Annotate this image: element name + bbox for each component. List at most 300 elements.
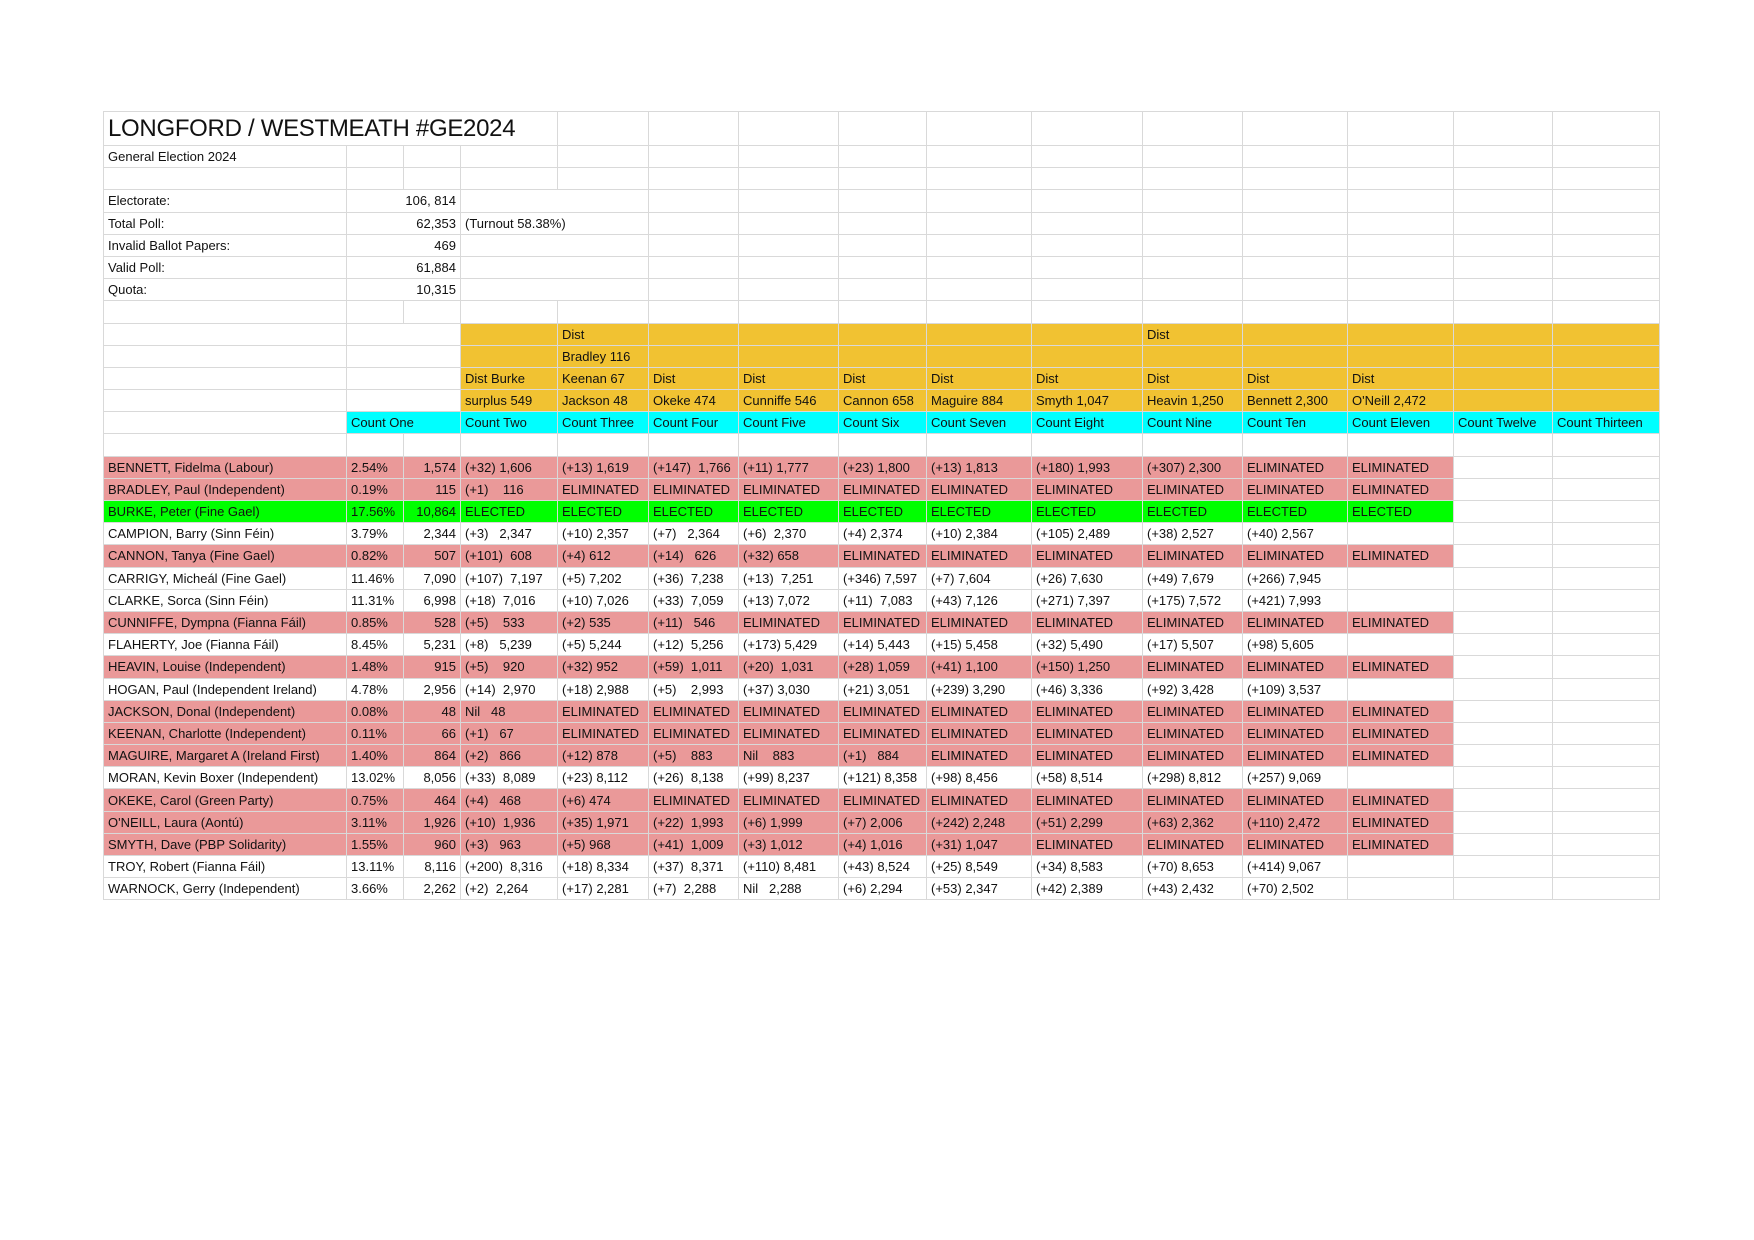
empty-cell[interactable]	[1454, 112, 1553, 146]
count-value[interactable]: ELIMINATED	[1032, 545, 1143, 567]
count-value[interactable]	[1454, 589, 1553, 611]
empty-cell[interactable]	[1553, 212, 1660, 234]
empty-cell[interactable]	[927, 212, 1032, 234]
transfer-header-cell[interactable]	[839, 345, 927, 367]
first-pref-pct[interactable]: 0.11%	[347, 722, 404, 744]
transfer-header-cell[interactable]: Heavin 1,250	[1143, 390, 1243, 412]
count-value[interactable]: (+41) 1,100	[927, 656, 1032, 678]
empty-cell[interactable]	[1032, 112, 1143, 146]
count-value[interactable]: ELIMINATED	[1348, 745, 1454, 767]
transfer-header-cell[interactable]	[1243, 323, 1348, 345]
first-pref-pct[interactable]: 0.75%	[347, 789, 404, 811]
count-value[interactable]: ELIMINATED	[1243, 700, 1348, 722]
empty-cell[interactable]	[1032, 279, 1143, 301]
count-value[interactable]: ELIMINATED	[1143, 722, 1243, 744]
count-value[interactable]	[1553, 523, 1660, 545]
count-value[interactable]	[1553, 789, 1660, 811]
count-value[interactable]	[1454, 456, 1553, 478]
count-value[interactable]: (+43) 7,126	[927, 589, 1032, 611]
count-value[interactable]: (+110) 8,481	[739, 856, 839, 878]
count-value[interactable]: ELIMINATED	[1348, 545, 1454, 567]
transfer-header-cell[interactable]	[739, 323, 839, 345]
count-value[interactable]: ELIMINATED	[1243, 745, 1348, 767]
count-value[interactable]	[1553, 856, 1660, 878]
first-pref-votes[interactable]: 7,090	[404, 567, 461, 589]
first-pref-pct[interactable]: 0.19%	[347, 478, 404, 500]
count-value[interactable]: ELIMINATED	[558, 700, 649, 722]
count-value[interactable]	[1553, 656, 1660, 678]
count-value[interactable]: ELIMINATED	[1243, 611, 1348, 633]
empty-cell[interactable]	[104, 390, 347, 412]
count-value[interactable]: (+33) 7,059	[649, 589, 739, 611]
count-value[interactable]: ELIMINATED	[739, 478, 839, 500]
count-value[interactable]	[1348, 523, 1454, 545]
count-value[interactable]: ELIMINATED	[839, 722, 927, 744]
count-value[interactable]: (+4) 2,374	[839, 523, 927, 545]
count-value[interactable]: ELIMINATED	[1032, 789, 1143, 811]
candidate-name[interactable]: BURKE, Peter (Fine Gael)	[104, 501, 347, 523]
count-value[interactable]	[1348, 589, 1454, 611]
candidate-name[interactable]: MAGUIRE, Margaret A (Ireland First)	[104, 745, 347, 767]
count-value[interactable]: ELIMINATED	[1143, 789, 1243, 811]
count-value[interactable]	[1553, 811, 1660, 833]
count-value[interactable]: (+37) 8,371	[649, 856, 739, 878]
count-value[interactable]	[1553, 745, 1660, 767]
empty-cell[interactable]	[1553, 168, 1660, 190]
empty-cell[interactable]	[461, 168, 558, 190]
transfer-header-cell[interactable]	[1243, 345, 1348, 367]
candidate-name[interactable]: TROY, Robert (Fianna Fáil)	[104, 856, 347, 878]
stat-note[interactable]	[461, 256, 649, 278]
first-pref-pct[interactable]: 1.55%	[347, 833, 404, 855]
count-value[interactable]: ELECTED	[739, 501, 839, 523]
empty-cell[interactable]	[739, 234, 839, 256]
first-pref-pct[interactable]: 2.54%	[347, 456, 404, 478]
count-value[interactable]: ELIMINATED	[927, 700, 1032, 722]
transfer-header-cell[interactable]: Cunniffe 546	[739, 390, 839, 412]
count-value[interactable]: ELIMINATED	[558, 478, 649, 500]
first-pref-pct[interactable]: 4.78%	[347, 678, 404, 700]
count-value[interactable]: (+101) 608	[461, 545, 558, 567]
empty-cell[interactable]	[1454, 212, 1553, 234]
candidate-name[interactable]: HOGAN, Paul (Independent Ireland)	[104, 678, 347, 700]
count-value[interactable]: (+17) 5,507	[1143, 634, 1243, 656]
count-value[interactable]: (+298) 8,812	[1143, 767, 1243, 789]
count-value[interactable]: (+46) 3,336	[1032, 678, 1143, 700]
count-value[interactable]	[1553, 589, 1660, 611]
empty-cell[interactable]	[558, 146, 649, 168]
count-value[interactable]	[1454, 501, 1553, 523]
count-value[interactable]: ELIMINATED	[1243, 656, 1348, 678]
count-value[interactable]: (+1) 884	[839, 745, 927, 767]
count-value[interactable]	[1553, 833, 1660, 855]
count-value[interactable]: (+70) 2,502	[1243, 878, 1348, 900]
empty-cell[interactable]	[1143, 301, 1243, 323]
first-pref-pct[interactable]: 0.82%	[347, 545, 404, 567]
candidate-name[interactable]: CANNON, Tanya (Fine Gael)	[104, 545, 347, 567]
count-value[interactable]: (+5) 920	[461, 656, 558, 678]
count-value[interactable]: ELIMINATED	[558, 722, 649, 744]
count-header[interactable]: Count Four	[649, 412, 739, 434]
empty-cell[interactable]	[649, 190, 739, 212]
count-value[interactable]: ELIMINATED	[839, 478, 927, 500]
count-value[interactable]: (+23) 1,800	[839, 456, 927, 478]
count-value[interactable]: (+3) 2,347	[461, 523, 558, 545]
count-value[interactable]: (+13) 7,072	[739, 589, 839, 611]
count-value[interactable]: ELIMINATED	[1348, 656, 1454, 678]
empty-cell[interactable]	[927, 434, 1032, 456]
transfer-header-cell[interactable]	[1454, 345, 1553, 367]
count-value[interactable]: (+7) 2,364	[649, 523, 739, 545]
empty-cell[interactable]	[1348, 279, 1454, 301]
empty-cell[interactable]	[347, 301, 404, 323]
transfer-header-cell[interactable]: Okeke 474	[649, 390, 739, 412]
empty-cell[interactable]	[839, 146, 927, 168]
count-value[interactable]	[1348, 567, 1454, 589]
count-value[interactable]: (+18) 7,016	[461, 589, 558, 611]
count-value[interactable]: (+92) 3,428	[1143, 678, 1243, 700]
empty-cell[interactable]	[347, 146, 404, 168]
transfer-header-cell[interactable]	[1348, 323, 1454, 345]
count-value[interactable]: (+23) 8,112	[558, 767, 649, 789]
empty-cell[interactable]	[1143, 434, 1243, 456]
count-value[interactable]	[1553, 634, 1660, 656]
candidate-name[interactable]: CAMPION, Barry (Sinn Féin)	[104, 523, 347, 545]
empty-cell[interactable]	[839, 434, 927, 456]
candidate-name[interactable]: SMYTH, Dave (PBP Solidarity)	[104, 833, 347, 855]
count-value[interactable]: (+121) 8,358	[839, 767, 927, 789]
transfer-header-cell[interactable]	[1553, 367, 1660, 389]
empty-cell[interactable]	[1348, 256, 1454, 278]
empty-cell[interactable]	[461, 301, 558, 323]
count-value[interactable]: (+346) 7,597	[839, 567, 927, 589]
count-value[interactable]: ELECTED	[1348, 501, 1454, 523]
empty-cell[interactable]	[1553, 112, 1660, 146]
count-value[interactable]: (+5) 7,202	[558, 567, 649, 589]
empty-cell[interactable]	[649, 112, 739, 146]
count-value[interactable]: ELECTED	[1032, 501, 1143, 523]
empty-cell[interactable]	[1243, 168, 1348, 190]
empty-cell[interactable]	[1348, 234, 1454, 256]
empty-cell[interactable]	[1032, 168, 1143, 190]
first-pref-votes[interactable]: 115	[404, 478, 461, 500]
candidate-name[interactable]: FLAHERTY, Joe (Fianna Fáil)	[104, 634, 347, 656]
count-value[interactable]: (+32) 658	[739, 545, 839, 567]
count-value[interactable]: ELIMINATED	[927, 611, 1032, 633]
first-pref-pct[interactable]: 0.08%	[347, 700, 404, 722]
count-value[interactable]: (+17) 2,281	[558, 878, 649, 900]
transfer-header-cell[interactable]: Maguire 884	[927, 390, 1032, 412]
count-value[interactable]: ELIMINATED	[1243, 833, 1348, 855]
empty-cell[interactable]	[1032, 434, 1143, 456]
empty-cell[interactable]	[649, 212, 739, 234]
first-pref-pct[interactable]: 11.46%	[347, 567, 404, 589]
count-value[interactable]	[1553, 878, 1660, 900]
count-value[interactable]: (+33) 8,089	[461, 767, 558, 789]
count-value[interactable]: (+22) 1,993	[649, 811, 739, 833]
count-value[interactable]: ELIMINATED	[1348, 833, 1454, 855]
empty-cell[interactable]	[1348, 168, 1454, 190]
empty-cell[interactable]	[1454, 190, 1553, 212]
empty-cell[interactable]	[104, 345, 347, 367]
empty-cell[interactable]	[1348, 112, 1454, 146]
count-value[interactable]: (+421) 7,993	[1243, 589, 1348, 611]
empty-cell[interactable]	[839, 301, 927, 323]
empty-cell[interactable]	[1243, 212, 1348, 234]
count-value[interactable]: ELIMINATED	[649, 722, 739, 744]
transfer-header-cell[interactable]: Bradley 116	[558, 345, 649, 367]
empty-cell[interactable]	[739, 256, 839, 278]
count-value[interactable]: (+25) 8,549	[927, 856, 1032, 878]
count-value[interactable]: ELECTED	[839, 501, 927, 523]
count-value[interactable]: ELIMINATED	[1243, 545, 1348, 567]
count-value[interactable]: ELIMINATED	[839, 789, 927, 811]
transfer-header-cell[interactable]	[1553, 345, 1660, 367]
count-value[interactable]	[1553, 567, 1660, 589]
transfer-header-cell[interactable]: Dist	[1032, 367, 1143, 389]
empty-cell[interactable]	[461, 434, 558, 456]
first-pref-votes[interactable]: 915	[404, 656, 461, 678]
count-value[interactable]: ELECTED	[1143, 501, 1243, 523]
count-value[interactable]: (+98) 5,605	[1243, 634, 1348, 656]
transfer-header-cell[interactable]	[649, 345, 739, 367]
first-pref-votes[interactable]: 864	[404, 745, 461, 767]
count-value[interactable]: ELECTED	[1243, 501, 1348, 523]
transfer-header-cell[interactable]	[1032, 323, 1143, 345]
count-value[interactable]: (+4) 612	[558, 545, 649, 567]
count-value[interactable]: (+43) 2,432	[1143, 878, 1243, 900]
empty-cell[interactable]	[1143, 168, 1243, 190]
stat-label[interactable]: Electorate:	[104, 190, 347, 212]
first-pref-votes[interactable]: 48	[404, 700, 461, 722]
count-value[interactable]: ELIMINATED	[927, 478, 1032, 500]
transfer-header-cell[interactable]	[739, 345, 839, 367]
empty-cell[interactable]	[404, 434, 461, 456]
stat-value[interactable]: 10,315	[347, 279, 461, 301]
empty-cell[interactable]	[1243, 190, 1348, 212]
candidate-name[interactable]: BENNETT, Fidelma (Labour)	[104, 456, 347, 478]
empty-cell[interactable]	[1032, 301, 1143, 323]
empty-cell[interactable]	[927, 168, 1032, 190]
count-header[interactable]: Count Five	[739, 412, 839, 434]
count-header[interactable]: Count Eleven	[1348, 412, 1454, 434]
count-value[interactable]	[1454, 523, 1553, 545]
candidate-name[interactable]: BRADLEY, Paul (Independent)	[104, 478, 347, 500]
transfer-header-cell[interactable]: Bennett 2,300	[1243, 390, 1348, 412]
first-pref-votes[interactable]: 8,116	[404, 856, 461, 878]
count-value[interactable]: ELIMINATED	[1143, 656, 1243, 678]
count-value[interactable]: ELIMINATED	[739, 722, 839, 744]
count-value[interactable]: (+239) 3,290	[927, 678, 1032, 700]
count-value[interactable]: (+5) 883	[649, 745, 739, 767]
transfer-header-cell[interactable]	[1454, 323, 1553, 345]
count-value[interactable]: (+6) 474	[558, 789, 649, 811]
count-value[interactable]: ELIMINATED	[1032, 611, 1143, 633]
count-value[interactable]: (+10) 7,026	[558, 589, 649, 611]
empty-cell[interactable]	[1032, 234, 1143, 256]
count-value[interactable]: ELIMINATED	[927, 722, 1032, 744]
count-value[interactable]: ELIMINATED	[927, 545, 1032, 567]
count-value[interactable]: (+15) 5,458	[927, 634, 1032, 656]
stat-value[interactable]: 62,353	[347, 212, 461, 234]
count-value[interactable]	[1553, 767, 1660, 789]
count-value[interactable]: ELIMINATED	[1143, 745, 1243, 767]
transfer-header-cell[interactable]: Dist Burke	[461, 367, 558, 389]
count-value[interactable]: Nil 48	[461, 700, 558, 722]
empty-cell[interactable]	[927, 279, 1032, 301]
empty-cell[interactable]	[739, 112, 839, 146]
count-value[interactable]: ELIMINATED	[1243, 722, 1348, 744]
transfer-header-cell[interactable]	[1032, 345, 1143, 367]
empty-cell[interactable]	[927, 146, 1032, 168]
count-value[interactable]: (+13) 1,813	[927, 456, 1032, 478]
count-value[interactable]: (+13) 7,251	[739, 567, 839, 589]
count-value[interactable]: ELIMINATED	[739, 789, 839, 811]
first-pref-votes[interactable]: 6,998	[404, 589, 461, 611]
empty-cell[interactable]	[1032, 146, 1143, 168]
sheet-subtitle[interactable]: General Election 2024	[104, 146, 347, 168]
transfer-header-cell[interactable]: Cannon 658	[839, 390, 927, 412]
candidate-name[interactable]: JACKSON, Donal (Independent)	[104, 700, 347, 722]
empty-cell[interactable]	[927, 301, 1032, 323]
count-header[interactable]: Count Thirteen	[1553, 412, 1660, 434]
empty-cell[interactable]	[1553, 279, 1660, 301]
transfer-header-cell[interactable]: Jackson 48	[558, 390, 649, 412]
empty-cell[interactable]	[839, 168, 927, 190]
empty-cell[interactable]	[739, 279, 839, 301]
count-value[interactable]	[1454, 634, 1553, 656]
count-value[interactable]: (+242) 2,248	[927, 811, 1032, 833]
count-value[interactable]: (+8) 5,239	[461, 634, 558, 656]
empty-cell[interactable]	[104, 412, 347, 434]
empty-cell[interactable]	[347, 434, 404, 456]
count-value[interactable]	[1454, 878, 1553, 900]
empty-cell[interactable]	[1454, 146, 1553, 168]
count-header[interactable]: Count Two	[461, 412, 558, 434]
count-value[interactable]: ELIMINATED	[1032, 833, 1143, 855]
stat-value[interactable]: 106, 814	[347, 190, 461, 212]
count-value[interactable]	[1454, 789, 1553, 811]
transfer-header-cell[interactable]: Dist	[739, 367, 839, 389]
count-value[interactable]: ELIMINATED	[739, 611, 839, 633]
count-value[interactable]: (+11) 546	[649, 611, 739, 633]
stat-label[interactable]: Total Poll:	[104, 212, 347, 234]
count-value[interactable]: (+53) 2,347	[927, 878, 1032, 900]
empty-cell[interactable]	[1143, 112, 1243, 146]
count-value[interactable]: (+266) 7,945	[1243, 567, 1348, 589]
count-value[interactable]: (+10) 2,357	[558, 523, 649, 545]
transfer-header-cell[interactable]: Dist	[839, 367, 927, 389]
count-value[interactable]: ELECTED	[461, 501, 558, 523]
empty-cell[interactable]	[347, 345, 461, 367]
count-value[interactable]: (+4) 1,016	[839, 833, 927, 855]
count-value[interactable]	[1454, 833, 1553, 855]
count-value[interactable]	[1348, 634, 1454, 656]
first-pref-votes[interactable]: 2,956	[404, 678, 461, 700]
transfer-header-cell[interactable]	[839, 323, 927, 345]
empty-cell[interactable]	[927, 234, 1032, 256]
count-value[interactable]: (+43) 8,524	[839, 856, 927, 878]
empty-cell[interactable]	[1553, 434, 1660, 456]
empty-cell[interactable]	[927, 190, 1032, 212]
first-pref-votes[interactable]: 66	[404, 722, 461, 744]
empty-cell[interactable]	[1348, 434, 1454, 456]
count-value[interactable]	[1454, 856, 1553, 878]
count-value[interactable]: ELIMINATED	[1348, 700, 1454, 722]
count-value[interactable]: (+2) 866	[461, 745, 558, 767]
count-value[interactable]: (+31) 1,047	[927, 833, 1032, 855]
empty-cell[interactable]	[649, 434, 739, 456]
empty-cell[interactable]	[1243, 256, 1348, 278]
first-pref-pct[interactable]: 1.40%	[347, 745, 404, 767]
count-value[interactable]	[1553, 456, 1660, 478]
transfer-header-cell[interactable]	[649, 323, 739, 345]
count-value[interactable]: (+32) 5,490	[1032, 634, 1143, 656]
empty-cell[interactable]	[404, 168, 461, 190]
empty-cell[interactable]	[1143, 256, 1243, 278]
candidate-name[interactable]: WARNOCK, Gerry (Independent)	[104, 878, 347, 900]
transfer-header-cell[interactable]	[1348, 345, 1454, 367]
candidate-name[interactable]: HEAVIN, Louise (Independent)	[104, 656, 347, 678]
count-header[interactable]: Count Three	[558, 412, 649, 434]
count-value[interactable]: ELIMINATED	[1243, 789, 1348, 811]
empty-cell[interactable]	[1143, 279, 1243, 301]
transfer-header-cell[interactable]	[927, 345, 1032, 367]
empty-cell[interactable]	[1143, 212, 1243, 234]
empty-cell[interactable]	[104, 168, 347, 190]
empty-cell[interactable]	[649, 256, 739, 278]
count-value[interactable]: (+4) 468	[461, 789, 558, 811]
count-value[interactable]: (+99) 8,237	[739, 767, 839, 789]
count-value[interactable]: ELECTED	[927, 501, 1032, 523]
candidate-name[interactable]: KEENAN, Charlotte (Independent)	[104, 722, 347, 744]
empty-cell[interactable]	[347, 367, 461, 389]
count-value[interactable]: (+49) 7,679	[1143, 567, 1243, 589]
count-value[interactable]: (+6) 1,999	[739, 811, 839, 833]
count-value[interactable]: ELECTED	[649, 501, 739, 523]
stat-label[interactable]: Valid Poll:	[104, 256, 347, 278]
count-value[interactable]: ELIMINATED	[1032, 722, 1143, 744]
count-value[interactable]: ELIMINATED	[649, 700, 739, 722]
count-value[interactable]: (+5) 533	[461, 611, 558, 633]
count-value[interactable]: (+11) 1,777	[739, 456, 839, 478]
stat-label[interactable]: Quota:	[104, 279, 347, 301]
empty-cell[interactable]	[839, 234, 927, 256]
count-value[interactable]: ELIMINATED	[1143, 478, 1243, 500]
count-value[interactable]: ELIMINATED	[927, 745, 1032, 767]
transfer-header-cell[interactable]	[1454, 390, 1553, 412]
count-value[interactable]: (+10) 1,936	[461, 811, 558, 833]
count-value[interactable]: (+7) 2,288	[649, 878, 739, 900]
count-value[interactable]: (+32) 952	[558, 656, 649, 678]
count-value[interactable]: (+40) 2,567	[1243, 523, 1348, 545]
count-value[interactable]	[1553, 611, 1660, 633]
count-value[interactable]: ELIMINATED	[1348, 789, 1454, 811]
count-value[interactable]: (+34) 8,583	[1032, 856, 1143, 878]
stat-note[interactable]	[461, 279, 649, 301]
count-value[interactable]	[1454, 478, 1553, 500]
count-value[interactable]	[1454, 545, 1553, 567]
empty-cell[interactable]	[649, 279, 739, 301]
count-value[interactable]: (+26) 8,138	[649, 767, 739, 789]
count-value[interactable]: ELIMINATED	[1348, 611, 1454, 633]
empty-cell[interactable]	[739, 301, 839, 323]
transfer-header-cell[interactable]: Smyth 1,047	[1032, 390, 1143, 412]
count-value[interactable]	[1454, 745, 1553, 767]
count-value[interactable]	[1553, 678, 1660, 700]
count-value[interactable]: (+3) 963	[461, 833, 558, 855]
transfer-header-cell[interactable]: Dist	[1348, 367, 1454, 389]
